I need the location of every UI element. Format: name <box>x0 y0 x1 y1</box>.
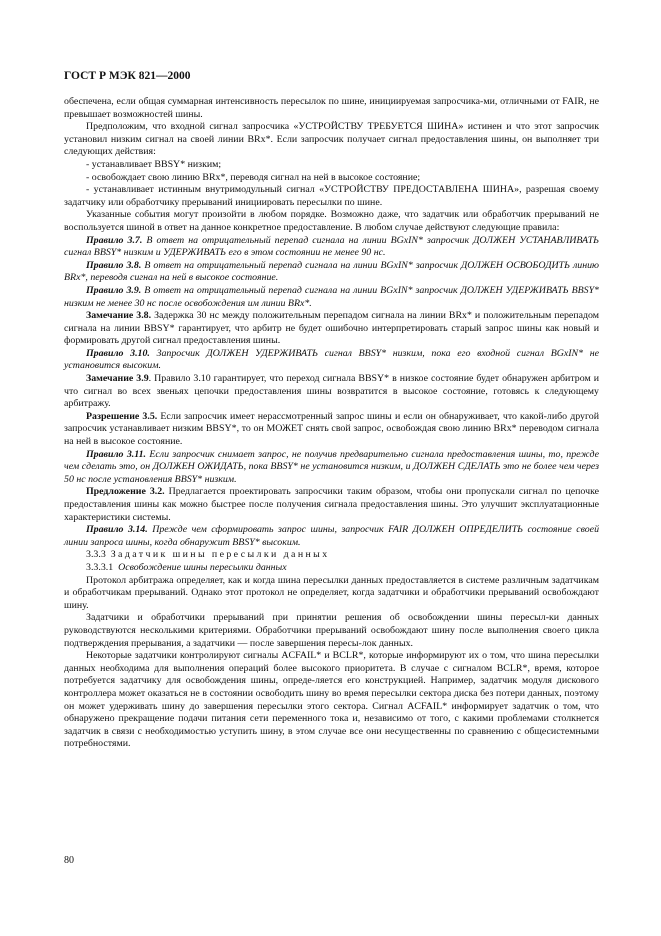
permission-label: Разрешение 3.5. <box>86 410 158 422</box>
document-page <box>64 70 599 751</box>
rule-label: Правило 3.7. <box>86 234 143 246</box>
permission-3-5 <box>64 411 599 449</box>
rule-label: Правило 3.8. <box>86 259 142 271</box>
document-header: ГОСТ Р МЭК 821—2000 <box>64 70 191 82</box>
paragraph: Предположим, что входной сигнал запросчика «УСТРОЙСТВУ ТРЕБУЕТСЯ ШИНА» истинен и что этот запросчик установил низким сигнал на своей линии BRx*. Если запросчик получает сигнал предоставления шины, он выполняет три следующих действия: <box>64 121 599 158</box>
note-label: Замечание 3.8. <box>86 310 152 322</box>
rule-text: В ответ на отрицательный перепад сигнала на линии BGxIN* запросчик ДОЛЖЕН УСТАНАВЛИВАТЬ сигнал BBSY* низким и УДЕРЖИВАТЬ его в этом состоянии не менее 90 нс. <box>64 234 600 259</box>
rule-text: Если запросчик снимает запрос, не получив предварительно сигнала предоставления шины, то, прежде чем сделать это, он ДОЛЖЕН ОЖИДАТЬ, пока BBSY* не установится низким, и ДОЛЖЕН СДЕЛАТЬ это не более чем через 50 нс после установления BBSY* низким. <box>64 448 599 485</box>
rule-3-8 <box>64 260 599 285</box>
note-3-8 <box>64 310 599 348</box>
paragraph: обеспечена, если общая суммарная интенсивность пересылок по шине, инициируемая запросчика-ми, отличными от FAIR, не превышает возможностей шины. <box>64 96 599 120</box>
rule-3-11 <box>64 449 599 487</box>
rule-3-7 <box>64 235 599 260</box>
rule-3-14 <box>64 524 599 549</box>
rule-text: В ответ на отрицательный перепад сигнала на линии BGxIN* запросчик ДОЛЖЕН ОСВОБОДИТЬ линию BRx*, переводя сигнал на ней в высокое состояние. <box>64 259 600 284</box>
note-text: Задержка 30 нс между положительным перепадом сигнала на линии BRx* и положительным перепадом сигнала на линии BBSY* гарантирует, что арбитр не будет ошибочно интерпретировать старый запрос шины как новый и формировать другой сигнал предоставления шины. <box>64 310 599 347</box>
page-number: 80 <box>64 855 74 866</box>
section-title: Освобождение шины пересылки данных <box>118 561 287 573</box>
rule-3-9 <box>64 285 599 310</box>
list-item: - устанавливает истинным внутримодульный сигнал «УСТРОЙСТВУ ПРЕДОСТАВЛЕНА ШИНА», разрешая своему задатчику или обработчику прерываний инициировать пересылки по шине. <box>64 184 599 208</box>
rule-text: Прежде чем сформировать запрос шины, запросчик FAIR ДОЛЖЕН ОПРЕДЕЛИТЬ состояние своей линии запроса шины, когда обнаружит BBSY* высоким. <box>64 524 600 548</box>
rule-label: Правило 3.9. <box>86 284 142 296</box>
section-title: Задатчик шины пересылки данных <box>110 549 330 561</box>
rule-label: Правило 3.11. <box>86 448 147 460</box>
note-label: Замечание 3.9 <box>86 373 149 385</box>
section-number: 3.3.3.1 <box>86 561 114 573</box>
list-item: - устанавливает BBSY* низким; <box>86 158 222 170</box>
rule-label: Правило 3.10. <box>86 347 150 359</box>
suggestion-3-2 <box>64 486 599 524</box>
rule-3-10 <box>64 348 599 373</box>
suggestion-text: Предлагается проектировать запросчики таким образом, чтобы они пропускали сигнал по цепочке предоставления шины как можно быстрее после получения сигнала предоставления шины. Это улучшит эксплуатационные характеристики системы. <box>64 486 600 523</box>
rule-text: Запросчик ДОЛЖЕН УДЕРЖИВАТЬ сигнал BBSY* низким, пока его входной сигнал BGxIN* не установится высоким. <box>64 347 600 372</box>
section-heading-3-3-3 <box>64 549 599 562</box>
rule-label: Правило 3.14. <box>86 524 148 536</box>
paragraph: Задатчики и обработчики прерываний при принятии решения об освобождении шины пересыл-ки данных руководствуются несколькими критериями. Обработчики прерываний освобождают шину после выполнения своего цикла подтверждения прерывания, а задатчики — после завершения пересы-лок данных. <box>64 612 599 649</box>
section-heading-3-3-3-1 <box>64 562 599 575</box>
list-item: - освобождает свою линию BRx*, переводя сигнал на ней в высокое состояние; <box>86 171 421 183</box>
suggestion-label: Предложение 3.2. <box>86 486 165 498</box>
rule-text: В ответ на отрицательный перепад сигнала на линии BGxIN* запросчик ДОЛЖЕН УДЕРЖИВАТЬ BBSY* низким не менее 30 нс после освобождения им линии BRx*. <box>64 284 599 309</box>
section-number: 3.3.3 <box>86 549 106 561</box>
note-3-9 <box>64 373 599 411</box>
note-text: . Правило 3.10 гарантирует, что переход сигнала BBSY* в низкое состояние будет обнаружен арбитром и что сигнал во всех звеньях цепочки предоставления шины возвратится в высокое состояние, готовясь к следующему арбитражу. <box>64 373 599 410</box>
paragraph: Указанные события могут произойти в любом порядке. Возможно даже, что задатчик или обработчик прерываний не воспользуется шиной в ответ на данное конкретное предоставление. В любом случае действуют следующие правила: <box>64 209 599 233</box>
paragraph: Некоторые задатчики контролируют сигналы ACFAIL* и BCLR*, которые информируют их о том, что шина пересылки данных необходима для выполнения операций более высокого приоритета. В случае с сигналом BCLR*, время, которое потребуется задатчику для освобождения шины, опреде-ляется его конструкцией. Например, задатчик модуля дискового контроллера может оказаться не в состоянии освободить шину во время пересылки сектора диска без потери данных, поэтому он может удерживать шину до завершения пересылки этого сектора. Сигнал ACFAIL* информирует задатчик о том, что обнаружено прекращение подачи питания сети переменного тока и, независимо от того, с какими проблемами столкнется задатчик в связи с необходимостью уступить шину, в этом случае все они несущественны по сравнению с общесистемными потребностями. <box>64 650 599 750</box>
paragraph: Протокол арбитража определяет, как и когда шина пересылки данных предоставляется в системе различным задатчикам и обработчикам прерываний. Однако этот протокол не определяет, когда задатчики и обработчики прерываний освобождают шину. <box>64 574 599 611</box>
permission-text: Если запросчик имеет нерассмотренный запрос шины и если он обнаруживает, что какой-либо другой запросчик устанавливает низким BBSY*, то он МОЖЕТ снять свой запрос, освобождая свою линию BRx* переводом сигнала на ней в высокое состояние. <box>64 410 599 448</box>
